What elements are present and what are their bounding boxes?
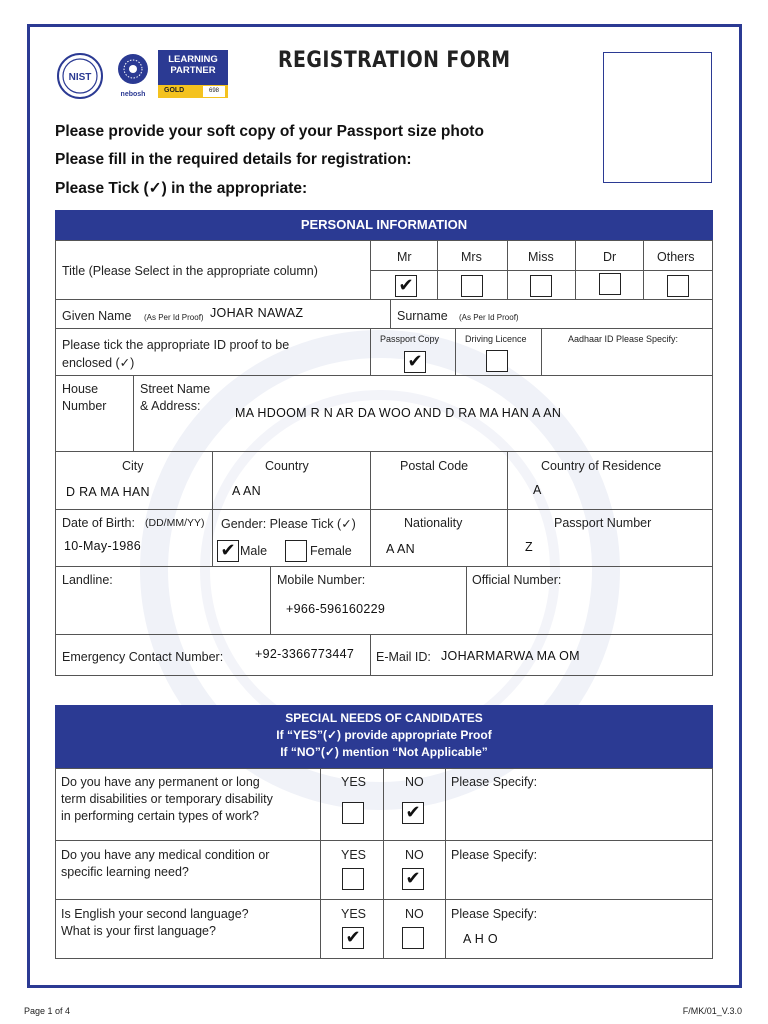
question-3-specify-cell[interactable]	[445, 899, 713, 959]
question-2-no-checkbox[interactable]: ✔	[402, 868, 424, 890]
title-option-others-label: Others	[657, 250, 695, 264]
special-header-line-2: If “YES”(✓) provide appropriate Proof	[276, 728, 492, 742]
postal-code-cell[interactable]	[370, 451, 508, 510]
question-1-no-cell	[383, 768, 446, 841]
badge-tier: GOLD	[164, 87, 185, 94]
residence-label: Country of Residence	[541, 459, 662, 473]
question-3-no-cell	[383, 899, 446, 959]
title-check-cell-miss	[507, 270, 576, 300]
email-label: E-Mail ID:	[376, 650, 431, 664]
emergency-value[interactable]: +92-3366773447	[255, 647, 355, 661]
address-value[interactable]: MA HDOOM R N AR DA WOO AND D RA MA HAN A AN	[235, 406, 562, 420]
given-name-label: Given Name	[62, 309, 132, 323]
question-2-yes-label: YES	[341, 848, 367, 862]
question-3-line-1: Is English your second language?	[61, 907, 249, 921]
house-label-2: Number	[62, 399, 107, 413]
nationality-cell[interactable]	[370, 509, 508, 567]
city-cell[interactable]	[55, 451, 213, 510]
landline-label: Landline:	[62, 573, 113, 587]
nationality-value[interactable]: A AN	[386, 542, 415, 556]
question-1-no-checkbox[interactable]: ✔	[402, 802, 424, 824]
house-label-1: House	[62, 382, 99, 396]
question-2-no-cell	[383, 840, 446, 900]
official-cell[interactable]	[466, 566, 713, 635]
gender-cell	[212, 509, 371, 567]
title-check-cell-mrs	[437, 270, 508, 300]
dob-cell[interactable]	[55, 509, 213, 567]
instruction-3: Please Tick (✓) in the appropriate:	[55, 180, 308, 197]
badge-line-2: PARTNER	[170, 65, 216, 76]
title-checkbox-dr[interactable]	[599, 273, 621, 295]
question-2-specify-cell[interactable]	[445, 840, 713, 900]
question-1-no-label: NO	[405, 775, 424, 789]
city-label: City	[122, 459, 144, 473]
id-option-passport	[370, 328, 456, 376]
nist-logo-icon	[56, 52, 104, 100]
title-option-mrs	[437, 240, 508, 271]
passport-value[interactable]: Z	[525, 540, 533, 554]
id-proof-label-2: enclosed (✓)	[62, 356, 135, 370]
title-checkbox-mr[interactable]: ✔	[395, 275, 417, 297]
special-header-line-1: SPECIAL NEEDS OF CANDIDATES	[285, 711, 483, 725]
photo-box[interactable]	[603, 52, 712, 183]
surname-note: (As Per Id Proof)	[459, 313, 519, 322]
mobile-cell[interactable]	[270, 566, 467, 635]
badge-line-1: LEARNING	[168, 54, 218, 65]
question-2-no-label: NO	[405, 848, 424, 862]
form-code: F/MK/01_V.3.0	[682, 1006, 742, 1016]
question-2-yes-checkbox[interactable]	[342, 868, 364, 890]
form-title: REGISTRATION FORM	[278, 48, 511, 73]
id-checkbox-passport[interactable]: ✔	[404, 351, 426, 373]
id-checkbox-driving[interactable]	[486, 350, 508, 372]
badge-gold-strip	[158, 85, 228, 98]
gender-option-male: Male	[240, 544, 268, 558]
question-1-yes-label: YES	[341, 775, 367, 789]
official-label: Official Number:	[472, 573, 562, 587]
id-option-driving	[455, 328, 542, 376]
question-3-yes-checkbox[interactable]: ✔	[342, 927, 364, 949]
dob-label: Date of Birth:	[62, 516, 135, 530]
title-check-cell-others	[643, 270, 713, 300]
passport-number-cell[interactable]	[507, 509, 713, 567]
personal-info-header: PERSONAL INFORMATION	[55, 210, 713, 240]
id-proof-label-cell	[55, 328, 371, 376]
gender-option-female: Female	[310, 544, 352, 558]
question-1-specify-cell[interactable]	[445, 768, 713, 841]
question-2-cell	[55, 840, 321, 900]
title-checkbox-miss[interactable]	[530, 275, 552, 297]
surname-label: Surname	[397, 309, 448, 323]
given-name-cell[interactable]	[55, 299, 391, 329]
city-value[interactable]: D RA MA HAN	[66, 485, 150, 499]
question-2-specify-label: Please Specify:	[451, 848, 538, 862]
nebosh-logo-icon	[112, 50, 154, 100]
emergency-cell[interactable]	[55, 634, 371, 676]
postal-label: Postal Code	[400, 459, 469, 473]
title-label: Title (Please Select in the appropriate column)	[62, 264, 318, 278]
special-needs-header	[55, 705, 713, 769]
title-option-mr-label: Mr	[397, 250, 412, 264]
question-1-yes-cell	[320, 768, 384, 841]
title-option-mr	[370, 240, 438, 271]
title-option-dr	[575, 240, 644, 271]
country-cell[interactable]	[212, 451, 371, 510]
emergency-label: Emergency Contact Number:	[62, 650, 224, 664]
given-name-note: (As Per Id Proof)	[144, 313, 204, 322]
title-checkbox-mrs[interactable]	[461, 275, 483, 297]
question-1-line-3: in performing certain types of work?	[61, 809, 260, 823]
country-label: Country	[265, 459, 309, 473]
id-option-aadhaar[interactable]	[541, 328, 713, 376]
nationality-label: Nationality	[404, 516, 463, 530]
question-3-specify-label: Please Specify:	[451, 907, 538, 921]
question-3-yes-label: YES	[341, 907, 367, 921]
question-1-specify-label: Please Specify:	[451, 775, 538, 789]
passport-label: Passport Number	[554, 516, 652, 530]
title-option-others	[643, 240, 713, 271]
mobile-label: Mobile Number:	[277, 573, 366, 587]
title-option-miss	[507, 240, 576, 271]
nist-logo-text: NIST	[68, 72, 92, 83]
email-cell[interactable]	[370, 634, 713, 676]
question-1-line-2: term disabilities or temporary disability	[61, 792, 273, 806]
nebosh-logo-text: nebosh	[120, 91, 146, 98]
question-1-yes-checkbox[interactable]	[342, 802, 364, 824]
instruction-1: Please provide your soft copy of your Passport size photo	[55, 123, 484, 140]
gender-checkbox-male[interactable]: ✔	[217, 540, 239, 562]
dob-value[interactable]: 10-May-1986	[64, 539, 141, 553]
question-1-line-1: Do you have any permanent or long	[61, 775, 260, 789]
gender-checkbox-female[interactable]	[285, 540, 307, 562]
house-number-cell[interactable]	[55, 375, 134, 452]
surname-cell[interactable]	[390, 299, 713, 329]
special-header-line-3: If “NO”(✓) mention “Not Applicable”	[280, 745, 488, 759]
landline-cell[interactable]	[55, 566, 271, 635]
country-value[interactable]: A AN	[232, 484, 261, 498]
question-3-line-2: What is your first language?	[61, 924, 216, 938]
mobile-value[interactable]: +966-596160229	[286, 602, 386, 616]
id-option-driving-label: Driving Licence	[465, 334, 527, 344]
title-checkbox-others[interactable]	[667, 275, 689, 297]
title-option-miss-label: Miss	[528, 250, 554, 264]
street-address-cell[interactable]	[133, 375, 713, 452]
street-label-1: Street Name	[140, 382, 211, 396]
question-3-no-checkbox[interactable]	[402, 927, 424, 949]
id-proof-label-1: Please tick the appropriate ID proof to be	[62, 338, 290, 352]
question-2-line-2: specific learning need?	[61, 865, 189, 879]
question-1-cell	[55, 768, 321, 841]
dob-note: (DD/MM/YY)	[145, 517, 205, 529]
residence-value[interactable]: A	[533, 483, 542, 497]
instruction-2: Please fill in the required details for registration:	[55, 151, 412, 168]
given-name-value[interactable]: JOHAR NAWAZ	[210, 306, 304, 320]
title-check-cell-dr	[575, 270, 644, 300]
question-3-specify-value[interactable]: A H O	[463, 932, 498, 946]
title-check-cell-mr	[370, 270, 438, 300]
question-3-no-label: NO	[405, 907, 424, 921]
learning-partner-badge	[158, 50, 228, 98]
question-3-yes-cell	[320, 899, 384, 959]
page-number: Page 1 of 4	[24, 1006, 71, 1016]
email-value[interactable]: JOHARMARWA MA OM	[441, 649, 580, 663]
id-option-aadhaar-label: Aadhaar ID Please Specify:	[568, 334, 679, 344]
residence-cell[interactable]	[507, 451, 713, 510]
gender-label: Gender: Please Tick (✓)	[221, 517, 356, 531]
question-3-cell	[55, 899, 321, 959]
street-label-2: & Address:	[140, 399, 201, 413]
title-option-mrs-label: Mrs	[461, 250, 482, 264]
badge-text	[158, 54, 228, 76]
title-option-dr-label: Dr	[603, 250, 617, 264]
question-2-line-1: Do you have any medical condition or	[61, 848, 270, 862]
title-label-cell	[55, 240, 371, 300]
question-2-yes-cell	[320, 840, 384, 900]
badge-number: 698	[203, 86, 225, 97]
id-option-passport-label: Passport Copy	[380, 334, 440, 344]
